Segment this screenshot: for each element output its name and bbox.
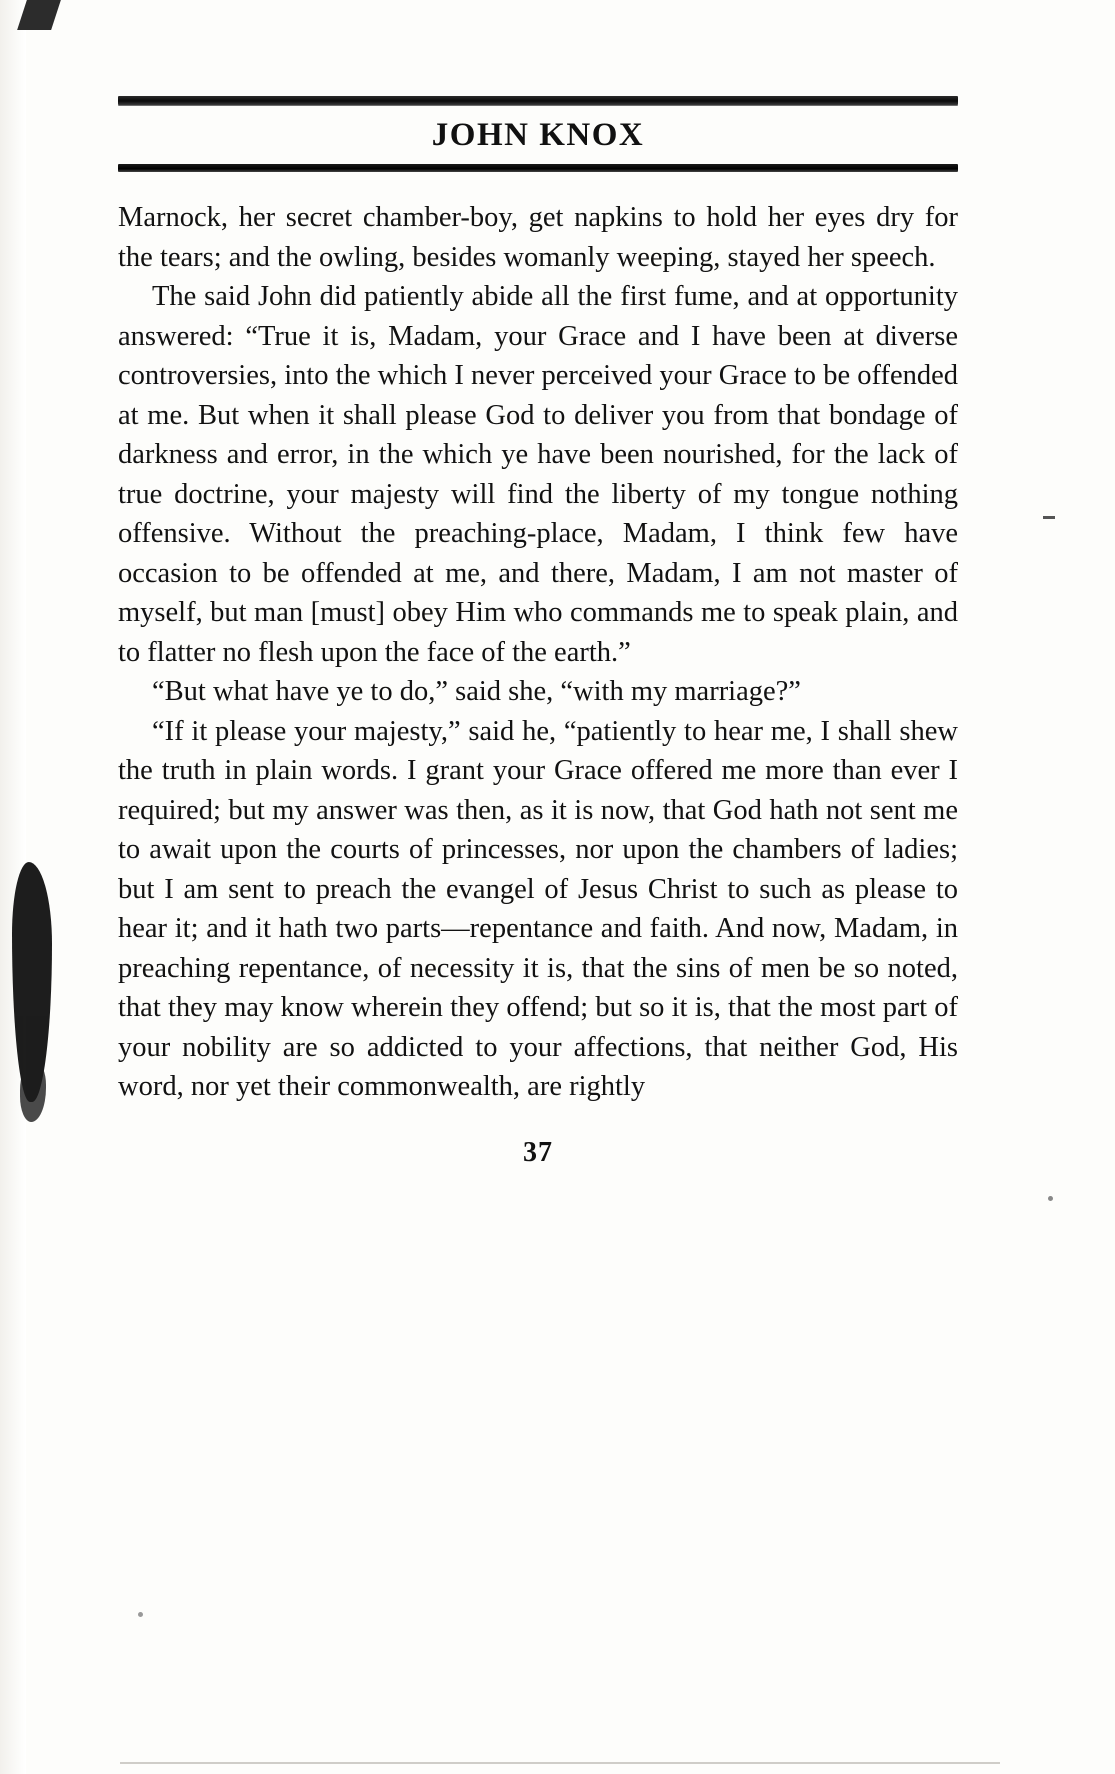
- scan-margin-mark-right: [1043, 516, 1055, 519]
- page-number: 37: [523, 1136, 553, 1168]
- paragraph: “If it please your majesty,” said he, “patiently to hear me, I shall shew the truth in plain words. I grant your Grace offered me more than ever I required; but my answer was then, as it is now, that God hath not sent me to await upon the courts of princesses, nor upon the chambers of ladies; but I am sent to preach the evangel of Jesus Christ to such as please to hear it; and it hath two parts—repentance and faith. And now, Madam, in preaching repentance, of necessity it is, that the sins of men be so noted, that they may know wherein they offend; but so it is, that the most part of your nobility are so addicted to your affections, that neither God, His word, nor yet their commonwealth, are rightly: [118, 715, 958, 1102]
- scan-ink-blot: [12, 862, 52, 1102]
- paragraph: “But what have ye to do,” said she, “with my marriage?”: [152, 676, 801, 707]
- scan-speck-right: [1048, 1196, 1053, 1201]
- page-title: JOHN KNOX: [431, 117, 645, 153]
- scan-speck-left: [138, 1612, 143, 1617]
- page-text-column: [118, 96, 958, 1169]
- paragraph: Marnock, her secret chamber-boy, get napkins to hold her eyes dry for the tears; and the owling, besides womanly weeping, stayed her speech.: [118, 202, 958, 273]
- scan-bottom-edge-line: [120, 1762, 1000, 1764]
- paragraph: The said John did patiently abide all the first fume, and at opportunity answered: “True it is, Madam, your Grace and I have been at diverse controversies, into the which I never perceived your Grace to be offended at me. But when it shall please God to deliver you from that bondage of darkness and error, in the which ye have been nourished, for the lack of true doctrine, your majesty will find the liberty of my tongue nothing offensive. Without the preaching-place, Madam, I think few have occasion to be offended at me, and there, Madam, I am not master of myself, but man [must] obey Him who commands me to speak plain, and to flatter no flesh upon the face of the earth.”: [118, 281, 958, 668]
- body-text: [118, 198, 958, 1107]
- header-rule-bottom: [118, 164, 958, 172]
- scan-corner-smudge: [17, 0, 61, 30]
- header-rule-top: [118, 96, 958, 105]
